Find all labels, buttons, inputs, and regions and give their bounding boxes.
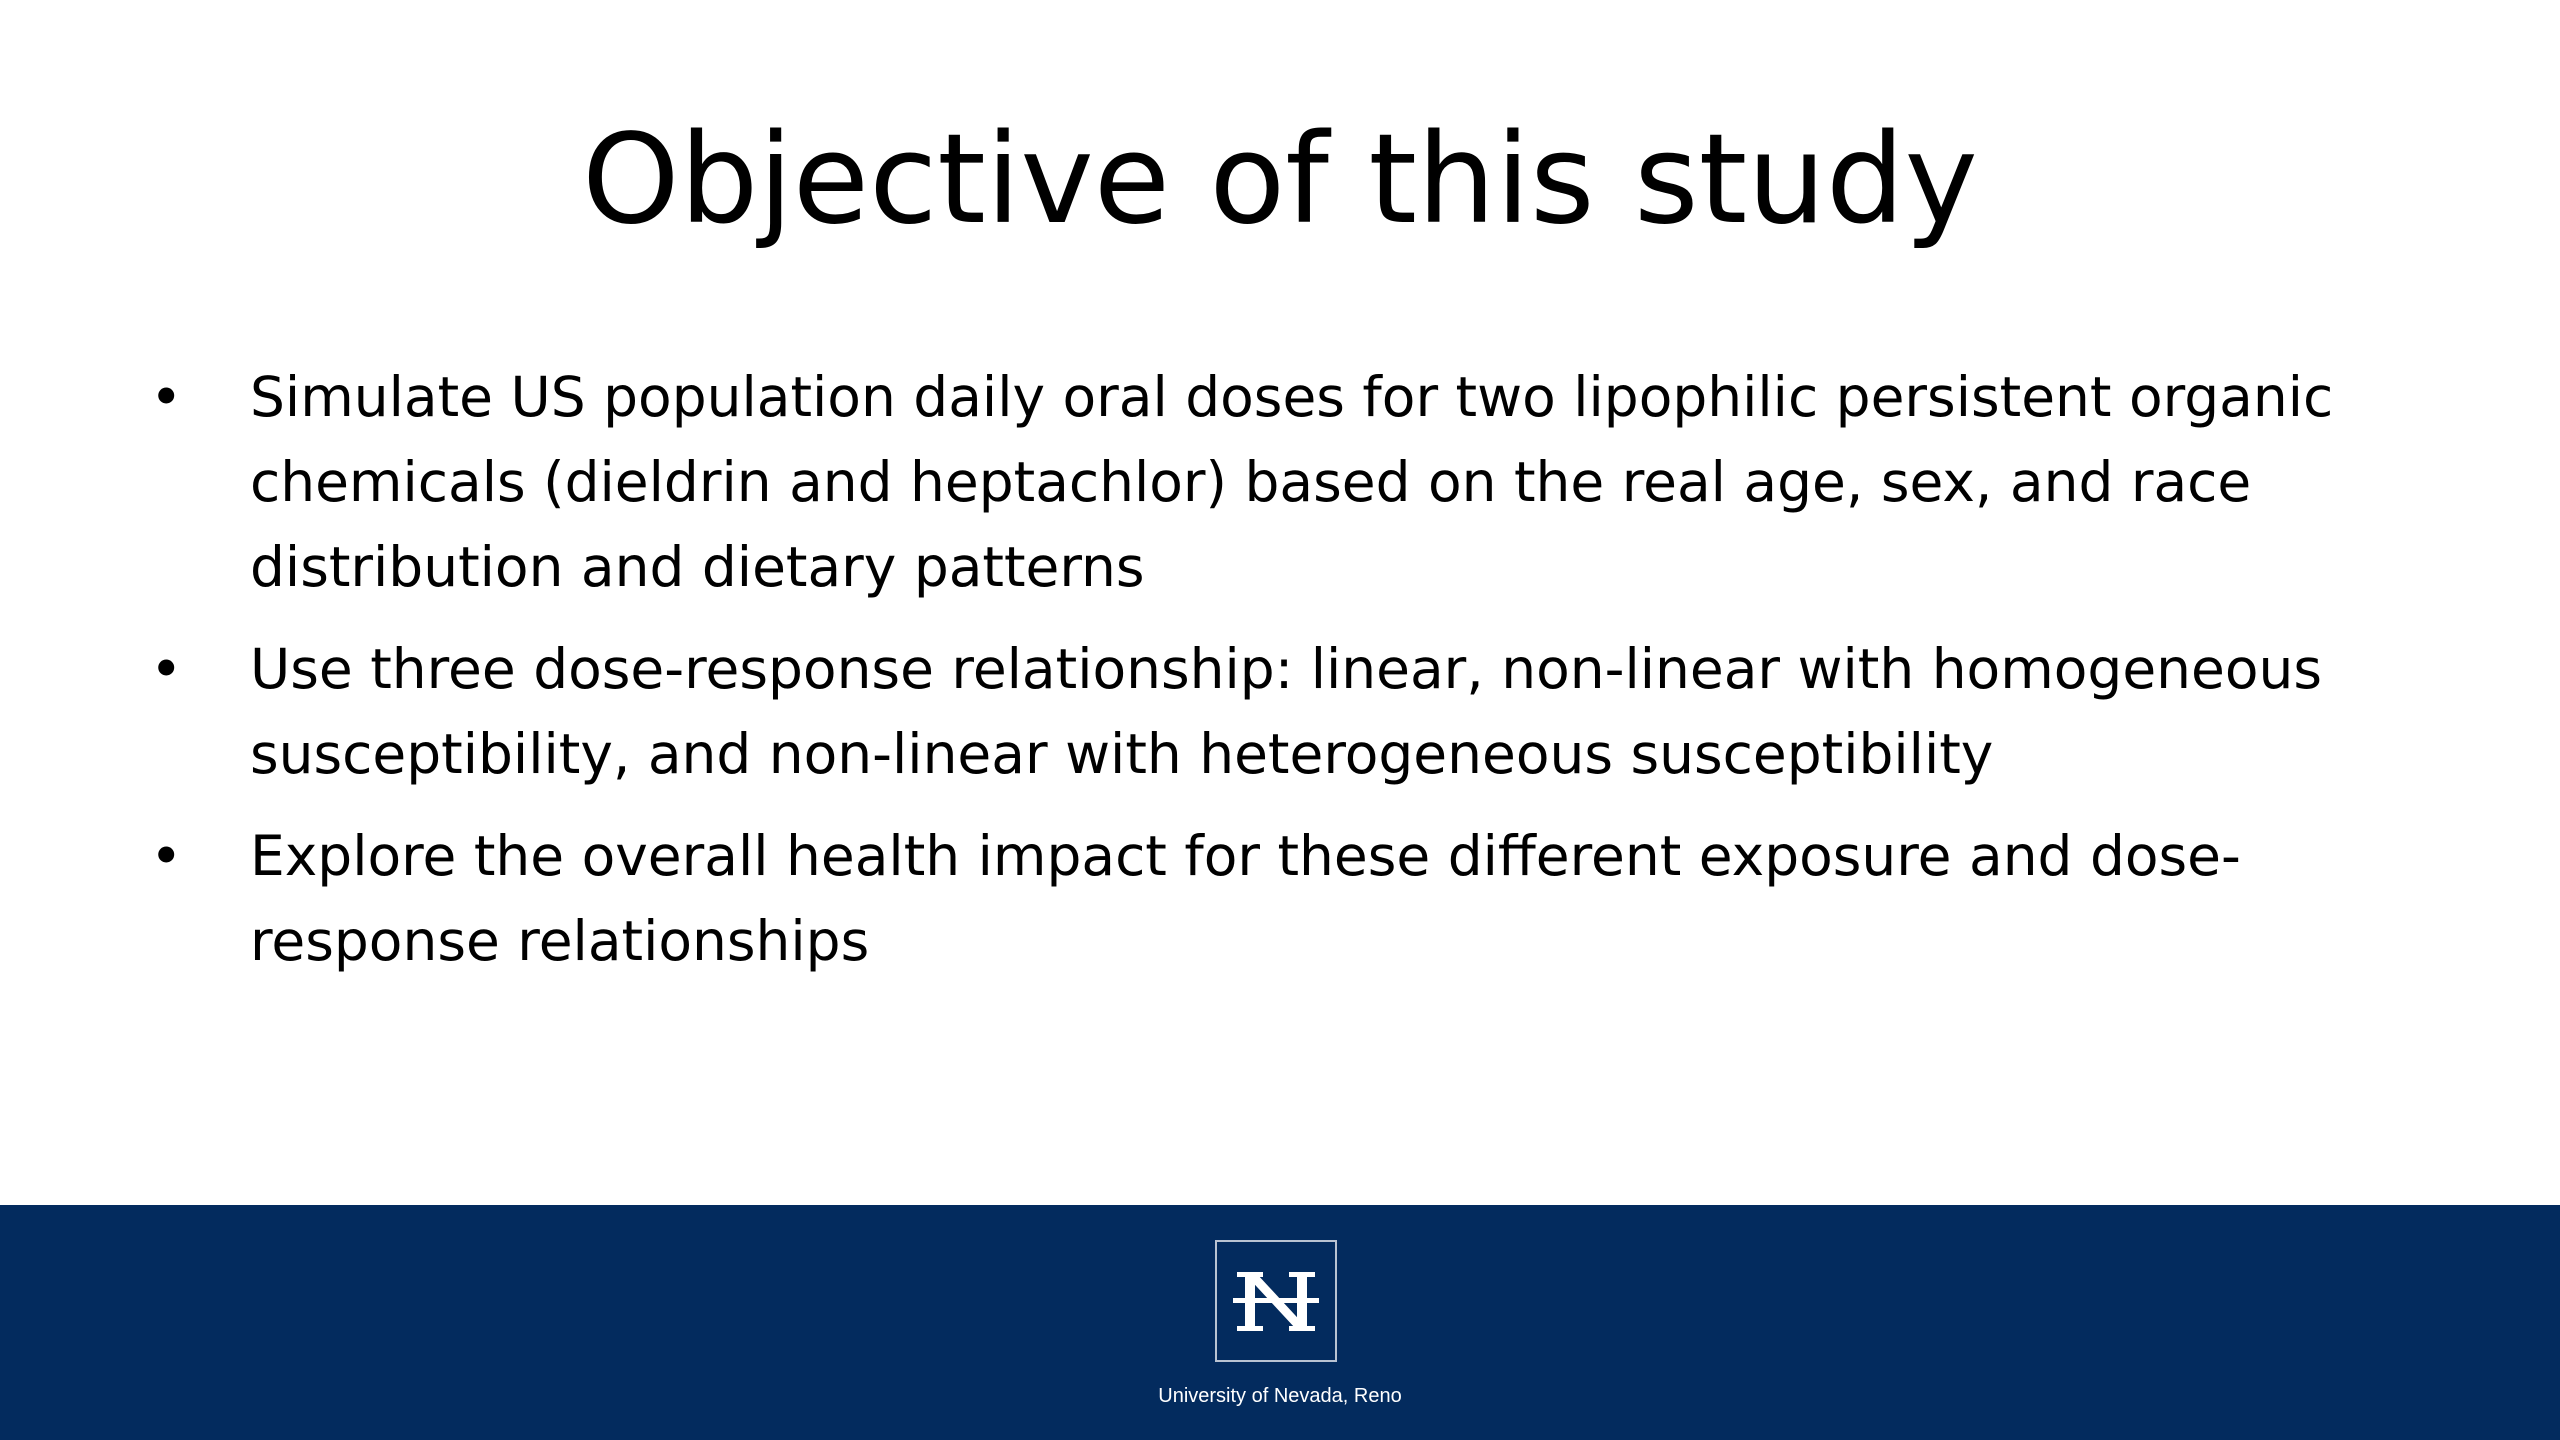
bullet-item	[150, 814, 2450, 984]
logo-caption: University of Nevada, Reno	[1158, 1385, 1402, 1407]
bullet-item	[150, 627, 2450, 797]
university-n-logo-icon	[1215, 1240, 1337, 1362]
bullet-item	[150, 355, 2450, 610]
bullet-text: Use three dose-response relationship: linear, non-linear with homogeneous susceptibility, and non-linear with heterogeneous susceptibility	[250, 637, 2323, 786]
bullet-text: Explore the overall health impact for these different exposure and dose-response relationships	[250, 824, 2241, 973]
slide-title: Objective of this study	[582, 108, 1978, 252]
bullet-marker: •	[150, 637, 183, 701]
footer-bar	[0, 1205, 2560, 1440]
bullet-marker: •	[150, 365, 183, 429]
bullet-text: Simulate US population daily oral doses for two lipophilic persistent organic chemicals (dieldrin and heptachlor) based on the real age, sex, and race distribution and dietary patterns	[250, 365, 2334, 599]
bullet-list	[150, 355, 2450, 1001]
bullet-marker: •	[150, 824, 183, 888]
logo-n-mark	[1217, 1242, 1335, 1360]
